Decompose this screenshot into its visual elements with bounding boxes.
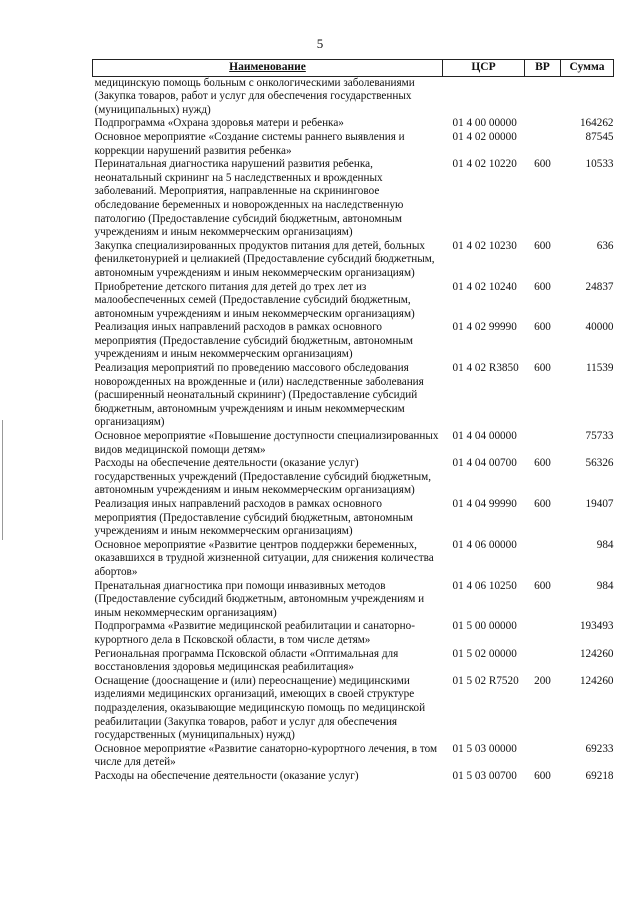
table-row: [93, 675, 614, 743]
row-csr-cell: 01 4 00 00000: [452, 117, 517, 130]
row-csr-cell: 01 4 02 10240: [452, 280, 517, 293]
row-vr-cell: 600: [534, 321, 551, 334]
row-sum-cell: 87545: [585, 130, 614, 143]
column-header-sum: Сумма: [561, 60, 614, 77]
table-row: [93, 580, 614, 621]
column-header-csr: ЦСР: [443, 60, 525, 77]
row-name-cell: Региональная программа Псковской области «Оптимальная для восстановления здоровья медицинская реабилитация»: [94, 647, 399, 674]
row-csr-cell: 01 4 02 R3850: [452, 362, 519, 375]
row-vr-cell: 200: [534, 674, 551, 687]
row-name-cell: Оснащение (дооснащение и (или) переоснащение) медицинскими изделиями медицинских организаций, имеющих в своей структуре подразделения, оказывающие медицинскую помощь по медицинской реабилитации (Закупка товаров, работ и услуг для обеспечения государственных (муниципальных) нужд): [94, 674, 426, 742]
row-vr-cell: 600: [534, 457, 551, 470]
row-name-cell: Расходы на обеспечение деятельности (оказание услуг) государственных учреждений (Предоставление субсидий бюджетным, автономным учреждениям и иным некоммерческим организациям): [94, 457, 432, 497]
table-row: [93, 457, 614, 498]
table-row: [93, 117, 614, 131]
row-name-cell: Приобретение детского питания для детей до трех лет из малообеспеченных семей (Предоставление субсидий бюджетным, автономным учреждениям и иным некоммерческим организациям): [94, 280, 415, 320]
row-sum-cell: 984: [596, 579, 614, 592]
row-name-cell: Основное мероприятие «Повышение доступности специализированных видов медицинской помощи детям»: [94, 430, 439, 456]
scan-edge-mark: [2, 420, 3, 540]
row-vr-cell: [525, 131, 561, 158]
row-sum-cell: 10533: [585, 158, 614, 171]
row-sum-cell: 40000: [585, 321, 614, 334]
row-csr-cell: 01 4 02 10220: [452, 158, 517, 171]
page-number: 5: [316, 36, 324, 51]
row-csr-cell: 01 5 02 00000: [452, 647, 517, 660]
table-row: [93, 539, 614, 580]
row-csr-cell: 01 5 03 00000: [452, 742, 517, 755]
row-sum-cell: 19407: [585, 498, 614, 510]
row-name-cell: Пренатальная диагностика при помощи инвазивных методов (Предоставление субсидий бюджетным, автономным учреждениям и иным некоммерческим организациям): [94, 579, 425, 619]
table-row: [93, 648, 614, 675]
row-sum-cell: 69218: [585, 769, 614, 782]
row-csr-cell: 01 4 02 00000: [452, 130, 517, 143]
row-vr-cell: [525, 539, 561, 580]
row-vr-cell: [525, 648, 561, 675]
table-row: [93, 240, 614, 281]
row-sum-cell: 24837: [585, 280, 614, 293]
row-name-cell: Реализация иных направлений расходов в рамках основного мероприятия (Предоставление субсидий бюджетным, автономным учреждениям и иным некоммерческим организациям): [94, 498, 413, 538]
row-name-cell: Основное мероприятие «Развитие санаторно-курортного лечения, в том числе для детей»: [94, 742, 438, 769]
row-csr-cell: 01 4 02 99990: [452, 321, 517, 334]
table-row: [93, 281, 614, 322]
row-vr-cell: 600: [534, 769, 551, 782]
row-vr-cell: 600: [534, 362, 551, 375]
row-sum-cell: 75733: [585, 430, 614, 443]
budget-table: [92, 59, 614, 783]
table-body: [93, 76, 614, 783]
row-name-cell: Основное мероприятие «Развитие центров поддержки беременных, оказавшихся в трудной жизненной ситуации, для снижения количества абортов»: [94, 538, 434, 578]
column-header-vr: ВР: [525, 60, 561, 77]
row-vr-cell: 600: [534, 579, 551, 592]
row-vr-cell: [525, 117, 561, 131]
row-vr-cell: [525, 76, 561, 117]
row-name-cell: Подпрограмма «Охрана здоровья матери и ребенка»: [94, 117, 344, 130]
table-row: [93, 770, 614, 784]
column-header-name: Наименование: [93, 60, 443, 77]
row-sum-cell: 69233: [585, 742, 614, 755]
row-csr-cell: 01 5 00 00000: [452, 620, 517, 633]
row-name-cell: Расходы на обеспечение деятельности (оказание услуг): [94, 769, 359, 782]
row-sum-cell: 11539: [585, 362, 614, 375]
row-vr-cell: 600: [534, 158, 551, 171]
row-vr-cell: [525, 743, 561, 770]
row-sum-cell: 56326: [585, 457, 614, 470]
row-sum-cell: 984: [596, 538, 614, 551]
row-csr-cell: 01 5 03 00700: [452, 769, 517, 782]
row-vr-cell: [525, 620, 561, 647]
row-csr-cell: 01 4 06 00000: [452, 538, 517, 551]
row-name-cell: Подпрограмма «Развитие медицинской реабилитации и санаторно-курортного дела в Псковской области, в том числе детям»: [94, 620, 415, 646]
row-name-cell: Перинатальная диагностика нарушений развития ребенка, неонатальный скрининг на 5 наследственных и врожденных заболеваний. Мероприятия, направленные на скрининговое обследование беременных и новорожденных на наследственную патологию (Предоставление субсидий бюджетным, автономным учреждениям и иным некоммерческим организациям): [94, 158, 404, 239]
row-sum-cell: 124260: [579, 647, 614, 660]
row-sum-cell: [561, 76, 614, 117]
table-row: [93, 620, 614, 647]
row-name-cell: Закупка специализированных продуктов питания для детей, больных фенилкетонурией и целиакией (Предоставление субсидий бюджетным, автономным учреждениям и иным некоммерческим организациям): [94, 239, 435, 279]
row-vr-cell: 600: [534, 280, 551, 293]
table-header-row: [93, 60, 614, 77]
table-row: [93, 158, 614, 240]
table-row: [93, 76, 614, 117]
row-sum-cell: 124260: [579, 674, 614, 687]
row-vr-cell: 600: [534, 498, 551, 510]
table-row: [93, 131, 614, 158]
row-csr-cell: 01 4 06 10250: [452, 579, 517, 592]
row-csr-cell: [443, 76, 525, 117]
row-csr-cell: 01 4 04 99990: [452, 498, 517, 510]
row-sum-cell: 193493: [579, 620, 614, 633]
row-csr-cell: 01 5 02 R7520: [452, 674, 519, 687]
row-csr-cell: 01 4 04 00000: [452, 430, 517, 443]
row-csr-cell: 01 4 02 10230: [452, 239, 517, 252]
row-name-cell: Реализация мероприятий по проведению массового обследования новорожденных на врожденные и (или) наследственные заболевания (расширенный неонатальный скрининг) (Предоставление субсидий бюджетным, автономным учреждениям и иным некоммерческим организациям): [94, 362, 424, 429]
row-sum-cell: 636: [596, 239, 614, 252]
row-name-cell: Основное мероприятие «Создание системы раннего выявления и коррекции нарушений развития ребенка»: [94, 130, 405, 157]
table-row: [93, 743, 614, 770]
table-row: [93, 321, 614, 362]
row-name-cell: Реализация иных направлений расходов в рамках основного мероприятия (Предоставление субсидий бюджетным, автономным учреждениям и иным некоммерческим организациям): [94, 321, 413, 361]
row-vr-cell: [525, 430, 561, 457]
table-row: [93, 362, 614, 430]
row-vr-cell: 600: [534, 239, 551, 252]
row-csr-cell: 01 4 04 00700: [452, 457, 517, 470]
table-row: [93, 430, 614, 457]
table-row: [93, 498, 614, 539]
row-sum-cell: 164262: [579, 117, 614, 130]
row-name-cell: медицинскую помощь больным с онкологическими заболеваниями (Закупка товаров, работ и услуг для обеспечения государственных (муниципальных) нужд): [94, 76, 415, 116]
